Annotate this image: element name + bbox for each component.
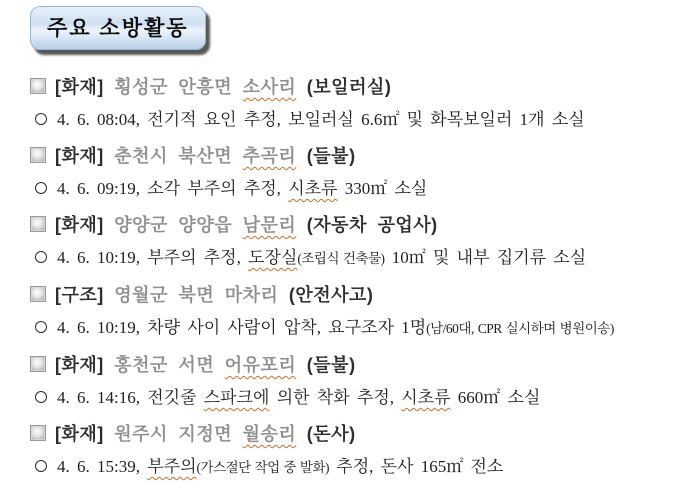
detail-segment: 부주의 <box>147 457 197 476</box>
incident-detail <box>33 317 684 340</box>
detail-segment: 330㎡ 소실 <box>337 179 428 198</box>
page-title-badge <box>30 6 206 50</box>
incident-heading <box>30 145 684 167</box>
incident-detail <box>33 387 684 409</box>
detail-segment: 시초류 <box>401 388 451 407</box>
heading-segment: (들불) <box>306 146 356 166</box>
heading-segment: [구조] <box>55 285 115 305</box>
circle-bullet-icon <box>35 182 47 194</box>
heading-segment <box>296 215 307 235</box>
incident-heading <box>30 284 684 306</box>
detail-segment: 660㎡ 소실 <box>450 388 541 407</box>
heading-segment: (들불) <box>306 355 356 375</box>
detail-segment: 의한 착화 추정, <box>269 388 402 407</box>
incident-detail-text <box>57 110 585 129</box>
circle-bullet-icon <box>35 113 47 125</box>
incident-heading <box>30 423 684 445</box>
square-bullet-icon <box>30 286 46 302</box>
page-title: 주요 소방활동 <box>47 17 189 40</box>
incident-detail-text <box>57 179 427 198</box>
heading-segment: 홍천군 서면 <box>114 355 225 375</box>
detail-segment: (남/60대, CPR 실시하며 병원이송) <box>426 321 614 336</box>
heading-segment: (돈사) <box>306 424 356 444</box>
heading-segment: 어유포리 <box>224 355 297 375</box>
incident-item <box>30 284 684 340</box>
detail-segment: 추정, 돈사 165㎡ 전소 <box>329 457 504 476</box>
incident-item <box>30 145 684 200</box>
heading-segment: 월송리 <box>242 424 297 444</box>
heading-segment: 추곡리 <box>242 146 297 166</box>
incident-heading-text <box>55 146 356 166</box>
incident-heading <box>30 76 684 98</box>
heading-segment: 소사리 <box>242 77 297 97</box>
incident-heading-text <box>55 215 438 235</box>
incident-detail <box>33 247 684 270</box>
detail-segment: 4. 6. 10:19, 부주의 추정, <box>57 248 249 267</box>
detail-segment: (가스절단 작업 중 발화) <box>196 460 330 475</box>
heading-segment: 양양군 양양읍 <box>114 215 243 235</box>
detail-segment: 10㎡ 및 내부 집기류 소실 <box>384 248 587 267</box>
square-bullet-icon <box>30 356 46 372</box>
incident-heading-text <box>55 77 391 97</box>
detail-segment: 도장실 <box>248 248 298 267</box>
incident-item <box>30 354 684 409</box>
incident-list <box>30 76 684 479</box>
incident-detail-text <box>57 318 614 337</box>
circle-bullet-icon <box>35 391 47 403</box>
heading-segment: 춘천시 북산면 <box>114 146 243 166</box>
heading-segment: 원주시 지정면 <box>114 424 243 444</box>
detail-segment: 시초류 <box>288 179 338 198</box>
incident-detail-text <box>57 457 503 476</box>
square-bullet-icon <box>30 425 46 441</box>
heading-segment <box>296 424 307 444</box>
detail-segment: 4. 6. 09:19, 소각 부주의 추정, <box>57 179 289 198</box>
heading-segment: (자동차 공업사) <box>306 215 438 235</box>
heading-segment: (안전사고) <box>288 285 374 305</box>
heading-segment: [화재] <box>55 424 115 444</box>
detail-segment: (조립식 건축물) <box>297 251 385 266</box>
heading-segment <box>296 355 307 375</box>
heading-segment: [화재] <box>55 355 115 375</box>
heading-segment: (보일러실) <box>306 77 392 97</box>
incident-heading-text <box>55 355 356 375</box>
detail-segment: 스파크에 <box>203 388 270 407</box>
heading-segment <box>296 146 307 166</box>
square-bullet-icon <box>30 147 46 163</box>
heading-segment: 영월군 북면 마차리 <box>114 285 289 305</box>
incident-heading <box>30 214 684 236</box>
circle-bullet-icon <box>35 460 47 472</box>
incident-heading <box>30 354 684 376</box>
incident-detail-text <box>57 388 540 407</box>
incident-item <box>30 423 684 479</box>
incident-heading-text <box>55 285 373 305</box>
square-bullet-icon <box>30 216 46 232</box>
detail-segment: 4. 6. 08:04, 전기적 요인 추정, 보일러실 6.6㎡ 및 화목보일러 1개 소실 <box>57 110 585 129</box>
detail-segment: 4. 6. 10:19, 차량 사이 사람이 압착, 요구조자 1명 <box>57 318 427 337</box>
incident-detail <box>33 456 684 479</box>
incident-item <box>30 214 684 270</box>
heading-segment: [화재] <box>55 77 115 97</box>
detail-segment: 4. 6. 15:39, <box>57 457 148 476</box>
incident-detail <box>33 109 684 131</box>
incident-detail-text <box>57 248 586 267</box>
incident-detail <box>33 178 684 200</box>
heading-segment: [화재] <box>55 215 115 235</box>
heading-segment: 횡성군 안흥면 <box>114 77 243 97</box>
heading-segment: 남문리 <box>242 215 297 235</box>
incident-heading-text <box>55 424 356 444</box>
incident-item <box>30 76 684 131</box>
heading-segment: [화재] <box>55 146 115 166</box>
square-bullet-icon <box>30 78 46 94</box>
circle-bullet-icon <box>35 321 47 333</box>
detail-segment: 4. 6. 14:16, 전깃줄 <box>57 388 204 407</box>
heading-segment <box>296 77 307 97</box>
circle-bullet-icon <box>35 251 47 263</box>
